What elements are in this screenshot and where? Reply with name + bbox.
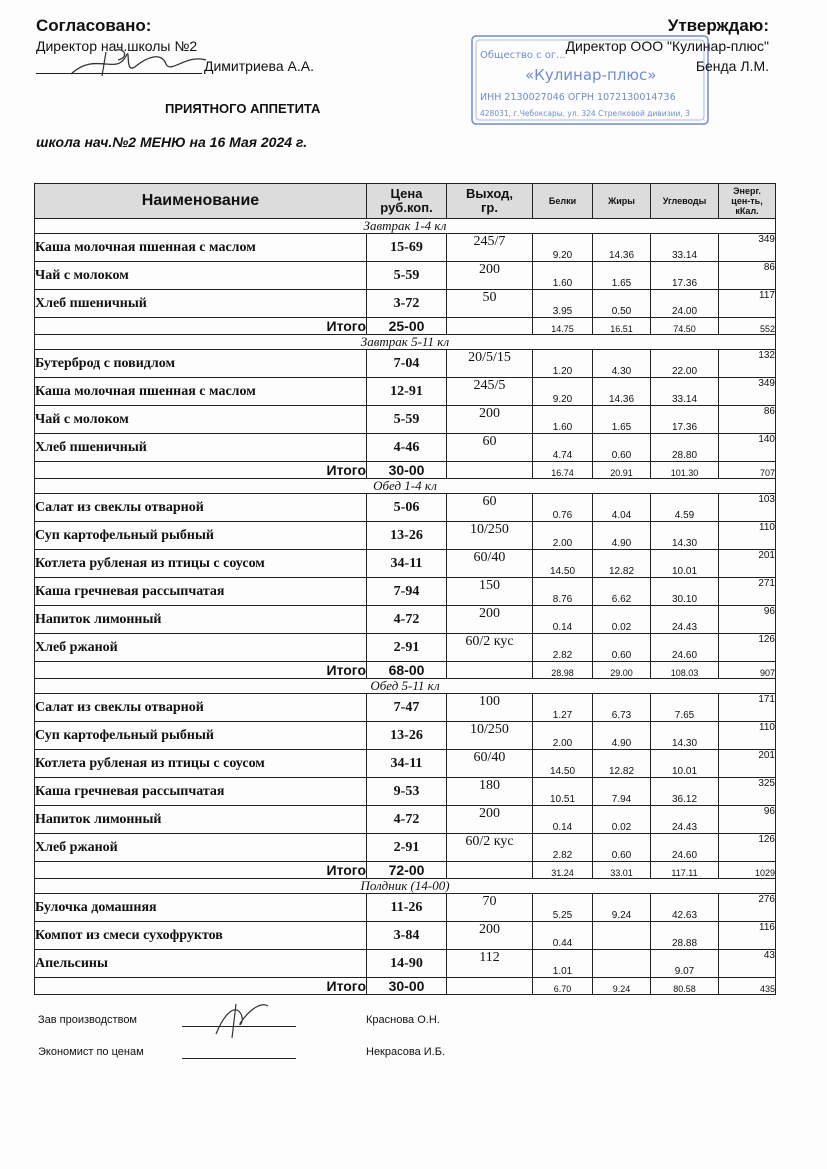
dish-name: Каша молочная пшенная с маслом (35, 378, 367, 406)
dish-yield: 60/40 (447, 550, 533, 578)
dish-name: Напиток лимонный (35, 606, 367, 634)
dish-kcal: 171 (719, 694, 776, 722)
agreed-position: Директор нач.школы №2 (36, 38, 198, 54)
dish-price: 5-06 (367, 494, 447, 522)
dish-carbs: 33.14 (651, 234, 719, 262)
dish-name: Салат из свеклы отварной (35, 694, 367, 722)
dish-carbs: 7.65 (651, 694, 719, 722)
dish-protein: 1.20 (533, 350, 593, 378)
dish-kcal: 325 (719, 778, 776, 806)
dish-yield: 245/7 (447, 234, 533, 262)
dish-price: 15-69 (367, 234, 447, 262)
header-price: Цена руб.коп. (367, 184, 447, 219)
total-fat: 20.91 (593, 462, 651, 479)
dish-name: Чай с молоком (35, 406, 367, 434)
dish-kcal: 86 (719, 262, 776, 290)
total-fat: 16.51 (593, 318, 651, 335)
total-yield (447, 462, 533, 479)
table-row (35, 894, 776, 922)
dish-name: Компот из смеси сухофруктов (35, 922, 367, 950)
dish-price: 9-53 (367, 778, 447, 806)
total-price: 68-00 (367, 662, 447, 679)
dish-price: 5-59 (367, 406, 447, 434)
section-row (35, 335, 776, 350)
dish-name: Хлеб ржаной (35, 834, 367, 862)
dish-fat: 14.36 (593, 378, 651, 406)
total-carbs: 80.58 (651, 978, 719, 995)
dish-kcal: 116 (719, 922, 776, 950)
dish-carbs: 22.00 (651, 350, 719, 378)
dish-protein: 1.60 (533, 262, 593, 290)
dish-yield: 200 (447, 806, 533, 834)
table-row (35, 550, 776, 578)
table-row (35, 778, 776, 806)
table-row (35, 262, 776, 290)
dish-carbs: 17.36 (651, 262, 719, 290)
section-title: Полдник (14-00) (35, 879, 776, 894)
dish-price: 7-04 (367, 350, 447, 378)
dish-carbs: 10.01 (651, 550, 719, 578)
dish-kcal: 276 (719, 894, 776, 922)
dish-carbs: 14.30 (651, 722, 719, 750)
dish-yield: 200 (447, 262, 533, 290)
dish-carbs: 28.80 (651, 434, 719, 462)
dish-kcal: 201 (719, 550, 776, 578)
total-protein: 28.98 (533, 662, 593, 679)
dish-name: Каша молочная пшенная с маслом (35, 234, 367, 262)
total-price: 72-00 (367, 862, 447, 879)
dish-protein: 2.82 (533, 834, 593, 862)
total-protein: 14.75 (533, 318, 593, 335)
total-kcal: 707 (719, 462, 776, 479)
dish-protein: 4.74 (533, 434, 593, 462)
signature-icon (206, 1000, 276, 1040)
greeting-title: ПРИЯТНОГО АППЕТИТА (165, 101, 321, 116)
table-row (35, 806, 776, 834)
approve-block (469, 16, 769, 76)
table-row (35, 722, 776, 750)
dish-yield: 60 (447, 494, 533, 522)
dish-kcal: 86 (719, 406, 776, 434)
dish-protein: 2.82 (533, 634, 593, 662)
table-row (35, 434, 776, 462)
dish-price: 13-26 (367, 722, 447, 750)
dish-kcal: 96 (719, 606, 776, 634)
total-fat: 29.00 (593, 662, 651, 679)
agreed-title: Согласовано: (36, 16, 152, 35)
dish-yield: 100 (447, 694, 533, 722)
production-label: Зав производством (38, 1014, 137, 1026)
dish-kcal: 96 (719, 806, 776, 834)
section-title: Обед 5-11 кл (35, 679, 776, 694)
table-row (35, 494, 776, 522)
section-row (35, 219, 776, 234)
dish-yield: 60/2 кус (447, 834, 533, 862)
total-fat: 9.24 (593, 978, 651, 995)
dish-protein: 0.14 (533, 806, 593, 834)
total-label: Итого (35, 318, 367, 335)
dish-yield: 50 (447, 290, 533, 318)
dish-protein: 9.20 (533, 234, 593, 262)
dish-price: 2-91 (367, 634, 447, 662)
section-row (35, 679, 776, 694)
dish-fat: 0.02 (593, 606, 651, 634)
dish-fat (593, 922, 651, 950)
dish-price: 12-91 (367, 378, 447, 406)
dish-fat: 4.30 (593, 350, 651, 378)
dish-name: Хлеб пшеничный (35, 290, 367, 318)
dish-kcal: 110 (719, 522, 776, 550)
menu-title: школа нач.№2 МЕНЮ на 16 Мая 2024 г. (36, 134, 308, 150)
dish-name: Хлеб ржаной (35, 634, 367, 662)
dish-fat: 0.60 (593, 634, 651, 662)
dish-carbs: 24.43 (651, 606, 719, 634)
dish-kcal: 126 (719, 634, 776, 662)
dish-protein: 2.00 (533, 722, 593, 750)
total-protein: 31.24 (533, 862, 593, 879)
signature-icon (66, 46, 216, 80)
dish-carbs: 9.07 (651, 950, 719, 978)
approve-title: Утверждаю: (667, 16, 769, 35)
agreed-block (36, 16, 396, 76)
dish-yield: 60 (447, 434, 533, 462)
table-row (35, 350, 776, 378)
total-label: Итого (35, 662, 367, 679)
total-price: 25-00 (367, 318, 447, 335)
table-row (35, 834, 776, 862)
dish-name: Салат из свеклы отварной (35, 494, 367, 522)
table-row (35, 378, 776, 406)
dish-yield: 200 (447, 922, 533, 950)
total-carbs: 101.30 (651, 462, 719, 479)
total-kcal: 435 (719, 978, 776, 995)
total-row (35, 318, 776, 335)
total-yield (447, 318, 533, 335)
dish-yield: 60/40 (447, 750, 533, 778)
dish-price: 4-72 (367, 606, 447, 634)
header-protein: Белки (533, 184, 593, 219)
dish-carbs: 10.01 (651, 750, 719, 778)
section-title: Обед 1-4 кл (35, 479, 776, 494)
total-carbs: 117.11 (651, 862, 719, 879)
dish-price: 4-46 (367, 434, 447, 462)
total-kcal: 552 (719, 318, 776, 335)
dish-price: 34-11 (367, 550, 447, 578)
total-carbs: 74.50 (651, 318, 719, 335)
total-row (35, 462, 776, 479)
economist-name: Некрасова И.Б. (366, 1046, 445, 1058)
dish-carbs: 28.88 (651, 922, 719, 950)
svg-text:ИНН 2130027046 ОГРН 1072130: ИНН 2130027046 ОГРН 1072130014736 (480, 92, 676, 103)
dish-fat: 1.65 (593, 406, 651, 434)
dish-protein: 3.95 (533, 290, 593, 318)
dish-price: 2-91 (367, 834, 447, 862)
dish-protein: 14.50 (533, 750, 593, 778)
dish-fat: 0.60 (593, 834, 651, 862)
table-row (35, 578, 776, 606)
dish-protein: 0.44 (533, 922, 593, 950)
footer-economist (38, 1046, 538, 1070)
dish-fat: 12.82 (593, 550, 651, 578)
dish-carbs: 24.43 (651, 806, 719, 834)
header-name: Наименование (35, 184, 367, 219)
table-row (35, 290, 776, 318)
dish-name: Котлета рубленая из птицы с соусом (35, 550, 367, 578)
dish-fat: 1.65 (593, 262, 651, 290)
table-row (35, 634, 776, 662)
dish-carbs: 30.10 (651, 578, 719, 606)
dish-yield: 20/5/15 (447, 350, 533, 378)
dish-fat: 12.82 (593, 750, 651, 778)
table-row (35, 694, 776, 722)
dish-kcal: 103 (719, 494, 776, 522)
dish-name: Бутерброд с повидлом (35, 350, 367, 378)
total-yield (447, 862, 533, 879)
dish-yield: 10/250 (447, 522, 533, 550)
dish-kcal: 349 (719, 378, 776, 406)
section-title: Завтрак 5-11 кл (35, 335, 776, 350)
dish-kcal: 271 (719, 578, 776, 606)
dish-fat: 0.50 (593, 290, 651, 318)
dish-protein: 10.51 (533, 778, 593, 806)
dish-protein: 8.76 (533, 578, 593, 606)
total-kcal: 907 (719, 662, 776, 679)
dish-yield: 180 (447, 778, 533, 806)
total-kcal: 1029 (719, 862, 776, 879)
dish-fat: 4.04 (593, 494, 651, 522)
header-energy: Энерг. цен-ть, кКал. (719, 184, 776, 219)
dish-carbs: 42.63 (651, 894, 719, 922)
dish-yield: 245/5 (447, 378, 533, 406)
dish-price: 3-72 (367, 290, 447, 318)
svg-text:«Кулинар-плюс»: «Кулинар-плюс» (525, 66, 657, 84)
dish-name: Суп картофельный рыбный (35, 722, 367, 750)
dish-carbs: 4.59 (651, 494, 719, 522)
dish-price: 34-11 (367, 750, 447, 778)
section-row (35, 479, 776, 494)
dish-price: 5-59 (367, 262, 447, 290)
dish-price: 7-94 (367, 578, 447, 606)
agreed-name: Димитриева А.А. (204, 58, 314, 74)
dish-yield: 112 (447, 950, 533, 978)
dish-fat: 0.60 (593, 434, 651, 462)
dish-carbs: 33.14 (651, 378, 719, 406)
dish-fat: 0.02 (593, 806, 651, 834)
dish-yield: 10/250 (447, 722, 533, 750)
dish-protein: 0.76 (533, 494, 593, 522)
table-row (35, 606, 776, 634)
total-row (35, 862, 776, 879)
svg-text:Общество с ог...: Общество с ог... (480, 50, 566, 61)
dish-kcal: 201 (719, 750, 776, 778)
footer-production (38, 1014, 538, 1038)
dish-yield: 70 (447, 894, 533, 922)
total-price: 30-00 (367, 978, 447, 995)
dish-fat: 7.94 (593, 778, 651, 806)
section-row (35, 879, 776, 894)
dish-protein: 1.60 (533, 406, 593, 434)
dish-kcal: 43 (719, 950, 776, 978)
dish-name: Булочка домашняя (35, 894, 367, 922)
total-label: Итого (35, 462, 367, 479)
total-label: Итого (35, 978, 367, 995)
dish-kcal: 110 (719, 722, 776, 750)
dish-name: Каша гречневая рассыпчатая (35, 778, 367, 806)
dish-protein: 0.14 (533, 606, 593, 634)
total-row (35, 978, 776, 995)
menu-table (34, 183, 776, 995)
dish-protein: 1.01 (533, 950, 593, 978)
total-carbs: 108.03 (651, 662, 719, 679)
dish-kcal: 140 (719, 434, 776, 462)
dish-protein: 9.20 (533, 378, 593, 406)
total-label: Итого (35, 862, 367, 879)
approve-position: Директор ООО "Кулинар-плюс" (565, 38, 769, 54)
dish-protein: 1.27 (533, 694, 593, 722)
dish-kcal: 132 (719, 350, 776, 378)
dish-fat: 6.73 (593, 694, 651, 722)
dish-name: Суп картофельный рыбный (35, 522, 367, 550)
table-row (35, 750, 776, 778)
table-row (35, 406, 776, 434)
dish-protein: 14.50 (533, 550, 593, 578)
dish-kcal: 349 (719, 234, 776, 262)
dish-price: 3-84 (367, 922, 447, 950)
menu-table-body (35, 219, 776, 995)
dish-protein: 5.25 (533, 894, 593, 922)
total-row (35, 662, 776, 679)
header-carbs: Углеводы (651, 184, 719, 219)
dish-fat: 9.24 (593, 894, 651, 922)
table-row (35, 922, 776, 950)
table-row (35, 950, 776, 978)
dish-kcal: 126 (719, 834, 776, 862)
total-protein: 6.70 (533, 978, 593, 995)
dish-price: 7-47 (367, 694, 447, 722)
section-title: Завтрак 1-4 кл (35, 219, 776, 234)
dish-price: 13-26 (367, 522, 447, 550)
dish-name: Каша гречневая рассыпчатая (35, 578, 367, 606)
dish-protein: 2.00 (533, 522, 593, 550)
signature-line (182, 1058, 296, 1059)
dish-carbs: 17.36 (651, 406, 719, 434)
dish-name: Апельсины (35, 950, 367, 978)
dish-carbs: 14.30 (651, 522, 719, 550)
dish-price: 11-26 (367, 894, 447, 922)
approve-name: Бенда Л.М. (695, 58, 769, 74)
dish-fat (593, 950, 651, 978)
total-price: 30-00 (367, 462, 447, 479)
dish-fat: 14.36 (593, 234, 651, 262)
header-fat: Жиры (593, 184, 651, 219)
table-header-row (35, 184, 776, 219)
dish-yield: 200 (447, 606, 533, 634)
dish-price: 4-72 (367, 806, 447, 834)
table-row (35, 522, 776, 550)
dish-yield: 60/2 кус (447, 634, 533, 662)
dish-carbs: 24.60 (651, 634, 719, 662)
svg-text:428031, г.Чебоксары, ул. 324 С: 428031, г.Чебоксары, ул. 324 Стрелковой дивизии, 3 (480, 109, 690, 118)
economist-label: Экономист по ценам (38, 1046, 144, 1058)
dish-name: Котлета рубленая из птицы с соусом (35, 750, 367, 778)
total-yield (447, 662, 533, 679)
total-fat: 33.01 (593, 862, 651, 879)
dish-name: Чай с молоком (35, 262, 367, 290)
dish-name: Напиток лимонный (35, 806, 367, 834)
dish-carbs: 36.12 (651, 778, 719, 806)
dish-fat: 6.62 (593, 578, 651, 606)
dish-yield: 200 (447, 406, 533, 434)
dish-fat: 4.90 (593, 522, 651, 550)
agreed-signature-row (36, 56, 396, 76)
header-yield: Выход, гр. (447, 184, 533, 219)
dish-price: 14-90 (367, 950, 447, 978)
dish-fat: 4.90 (593, 722, 651, 750)
dish-name: Хлеб пшеничный (35, 434, 367, 462)
production-name: Краснова О.Н. (366, 1014, 440, 1026)
total-yield (447, 978, 533, 995)
dish-carbs: 24.60 (651, 834, 719, 862)
table-row (35, 234, 776, 262)
dish-kcal: 117 (719, 290, 776, 318)
dish-carbs: 24.00 (651, 290, 719, 318)
dish-yield: 150 (447, 578, 533, 606)
total-protein: 16.74 (533, 462, 593, 479)
